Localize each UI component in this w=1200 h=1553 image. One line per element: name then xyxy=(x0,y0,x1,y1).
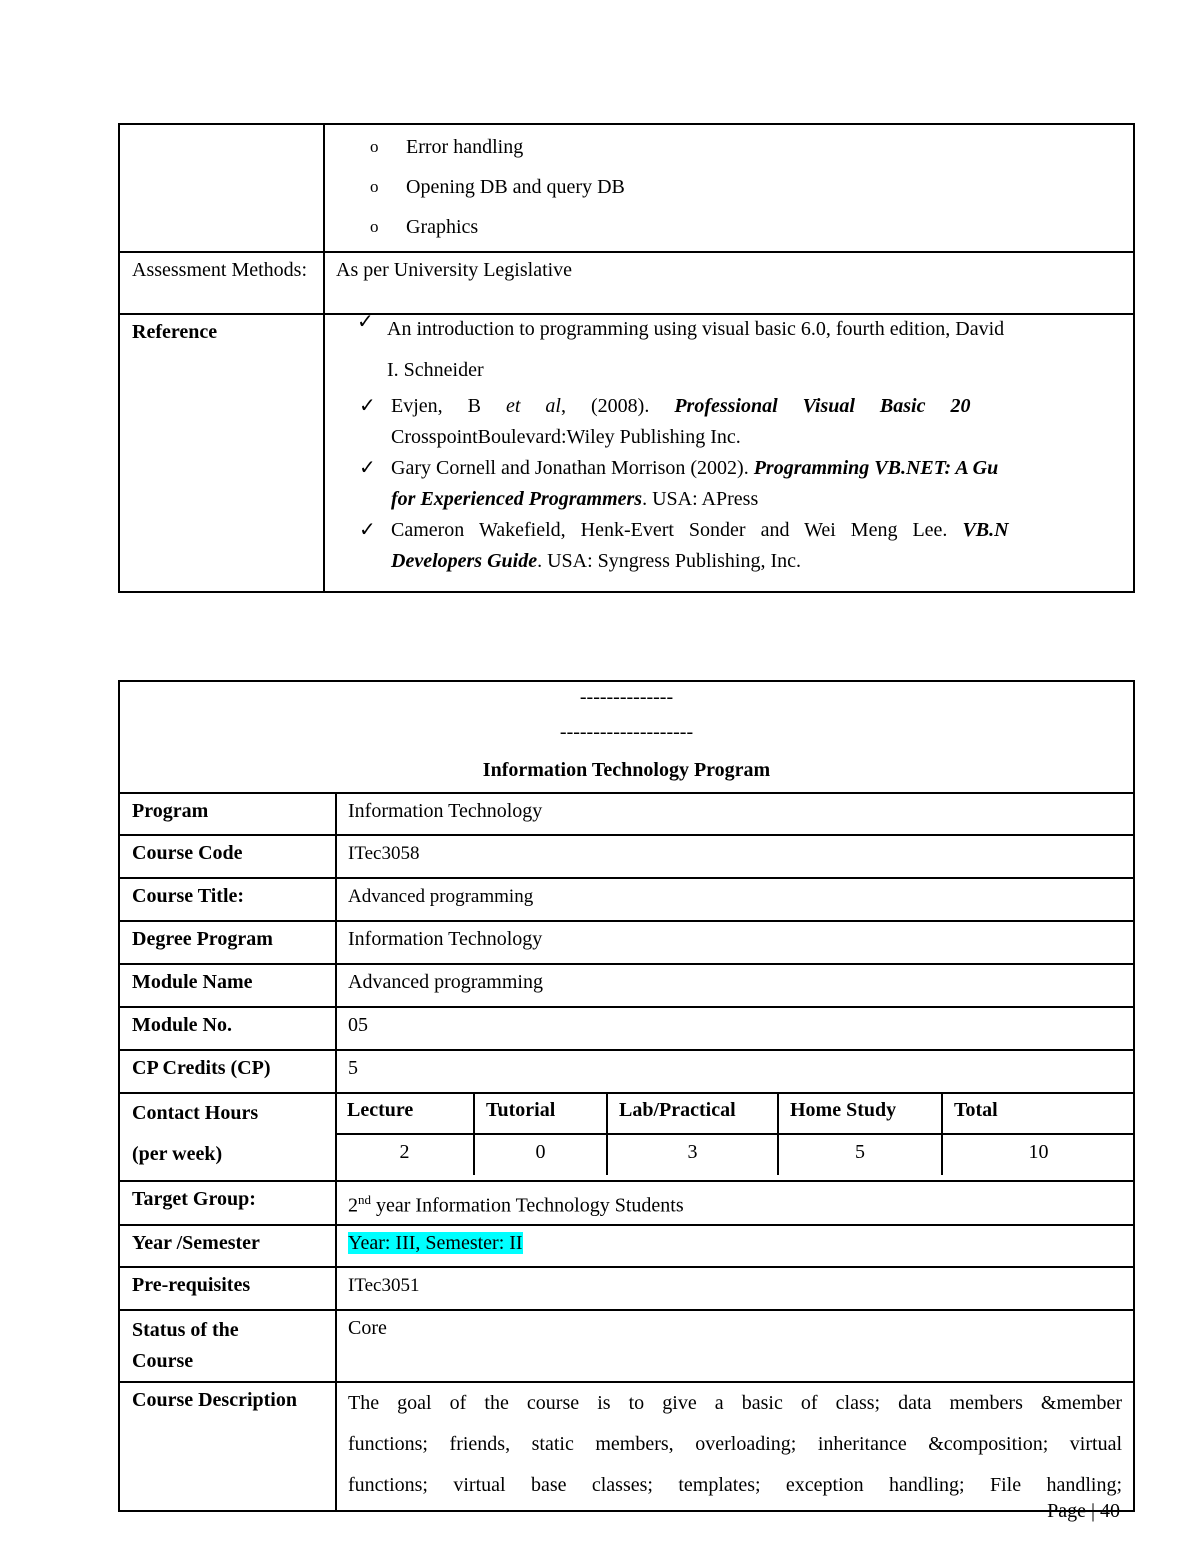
column-header: Lecture xyxy=(336,1093,474,1134)
column-header: Lab/Practical xyxy=(607,1093,778,1134)
check-icon: ✓ xyxy=(359,519,376,541)
program-header xyxy=(119,681,1134,793)
topics-row xyxy=(119,124,1134,252)
field-label: Status of the Course xyxy=(119,1310,336,1382)
list-item: ✓ Cameron Wakefield, Henk-Evert Sonder and Wei Meng Lee. VB.N Developers Guide. USA: Syngress Publishing, Inc. xyxy=(325,515,1133,577)
field-value: Advanced programming xyxy=(336,878,1134,921)
check-icon: ✓ xyxy=(357,311,374,333)
field-label: Year /Semester xyxy=(119,1225,336,1267)
field-value: The goal of the course is to give a basic of class; data members &member functions; friends, static members, overloading; inheritance &composition; virtual functions; virtual base classes; templates; exception handling; File handling; xyxy=(336,1382,1134,1511)
contact-hours-table xyxy=(336,1093,1134,1175)
circle-bullet-icon: o xyxy=(370,137,379,156)
check-icon: ✓ xyxy=(359,457,376,479)
empty-cell xyxy=(119,124,324,252)
field-value: 2nd year Information Technology Students xyxy=(336,1181,1134,1225)
field-value: Information Technology xyxy=(336,921,1134,964)
table-cell: 2 xyxy=(336,1134,474,1175)
contact-hours-label: Contact Hours (per week) xyxy=(119,1093,336,1181)
page-number: Page | 40 xyxy=(1047,1500,1120,1522)
table-cell: 0 xyxy=(474,1134,607,1175)
program-header-title: Information Technology Program xyxy=(482,759,771,781)
field-label: Course Code xyxy=(119,835,336,878)
field-label: Program xyxy=(119,793,336,835)
highlighted-text: Year: III, Semester: II xyxy=(348,1231,523,1254)
field-label: Course Title: xyxy=(119,878,336,921)
field-label: Module No. xyxy=(119,1007,336,1050)
table-row xyxy=(119,964,1134,1007)
contact-hours-row xyxy=(119,1093,1134,1181)
table-row xyxy=(119,878,1134,921)
field-value: Advanced programming xyxy=(336,964,1134,1007)
column-header: Total xyxy=(942,1093,1134,1134)
field-label: Pre-requisites xyxy=(119,1267,336,1310)
table-row xyxy=(119,1382,1134,1511)
reference-list xyxy=(324,311,1134,592)
program-header-row xyxy=(119,681,1134,793)
circle-bullet-icon: o xyxy=(370,217,379,236)
column-header: Home Study xyxy=(778,1093,942,1134)
field-value xyxy=(336,1225,1134,1267)
reference-label: Reference xyxy=(119,314,324,592)
topics-cell xyxy=(324,124,1134,252)
list-item: o Graphics xyxy=(370,207,1133,247)
table-row xyxy=(119,1267,1134,1310)
table-row xyxy=(119,1225,1134,1267)
field-value: Core xyxy=(336,1310,1134,1382)
assessment-value: As per University Legislative xyxy=(324,252,1134,314)
program-info-table xyxy=(118,680,1135,1512)
field-value: ITec3058 xyxy=(336,835,1134,878)
list-item: ✓ An introduction to programming using visual basic 6.0, fourth edition, David I. Schneider xyxy=(357,311,1005,381)
course-detail-table-continued xyxy=(118,123,1135,593)
table-row xyxy=(119,1050,1134,1093)
field-label: CP Credits (CP) xyxy=(119,1050,336,1093)
contact-hours-grid xyxy=(336,1093,1134,1181)
table-row xyxy=(119,1181,1134,1225)
list-item: ✓ Evjen, B et al, (2008). Professional Visual Basic 20 CrosspointBoulevard:Wiley Publishing Inc. xyxy=(325,391,1133,453)
table-cell: 5 xyxy=(778,1134,942,1175)
field-value: Information Technology xyxy=(336,793,1134,835)
field-label: Module Name xyxy=(119,964,336,1007)
check-icon: ✓ xyxy=(359,395,376,417)
list-item: o Opening DB and query DB xyxy=(370,167,1133,207)
field-label: Degree Program xyxy=(119,921,336,964)
table-row xyxy=(119,835,1134,878)
table-row xyxy=(336,1093,1134,1134)
column-header: Tutorial xyxy=(474,1093,607,1134)
list-item: o Error handling xyxy=(370,127,1133,167)
header-dashes-2: -------------------- xyxy=(559,721,694,743)
table-cell: 10 xyxy=(942,1134,1134,1175)
circle-bullet-icon: o xyxy=(370,177,379,196)
table-cell: 3 xyxy=(607,1134,778,1175)
table-row xyxy=(119,793,1134,835)
field-value: 5 xyxy=(336,1050,1134,1093)
field-value: ITec3051 xyxy=(336,1267,1134,1310)
reference-row xyxy=(119,314,1134,592)
table-row xyxy=(119,921,1134,964)
field-label: Target Group: xyxy=(119,1181,336,1225)
field-label: Course Description xyxy=(119,1382,336,1511)
header-dashes-1: -------------- xyxy=(579,686,674,708)
table-row xyxy=(336,1134,1134,1175)
table-row xyxy=(119,1007,1134,1050)
assessment-label: Assessment Methods: xyxy=(119,252,324,314)
assessment-row xyxy=(119,252,1134,314)
topics-list xyxy=(325,122,1133,251)
field-value: 05 xyxy=(336,1007,1134,1050)
table-row xyxy=(119,1310,1134,1382)
list-item: ✓ Gary Cornell and Jonathan Morrison (2002). Programming VB.NET: A Gu for Experienced Programmers. USA: APress xyxy=(325,453,1133,515)
